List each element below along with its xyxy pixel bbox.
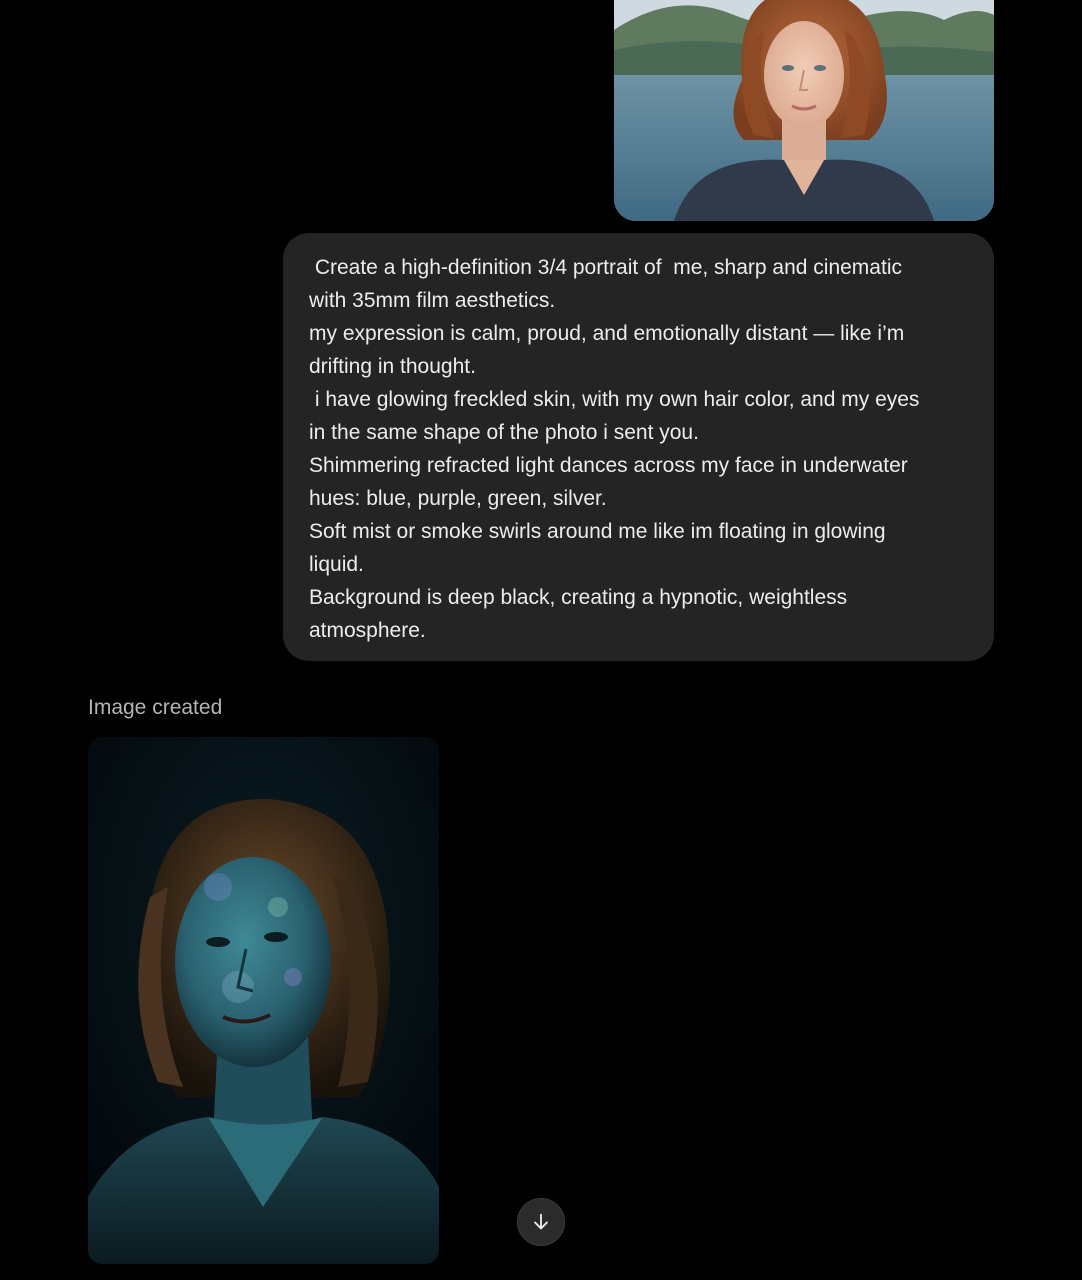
prompt-line: Shimmering refracted light dances across my face in underwater <box>309 454 908 477</box>
prompt-line: hues: blue, purple, green, silver. <box>309 487 607 510</box>
prompt-line: my expression is calm, proud, and emotionally distant — like i’m <box>309 322 905 345</box>
prompt-line: drifting in thought. <box>309 355 476 378</box>
prompt-line: liquid. <box>309 553 364 576</box>
arrow-down-icon <box>530 1211 552 1233</box>
image-created-label: Image created <box>88 696 223 719</box>
user-message-bubble <box>283 233 994 661</box>
prompt-line: i have glowing freckled skin, with my own hair color, and my eyes <box>309 388 920 411</box>
prompt-line: Background is deep black, creating a hypnotic, weightless <box>309 586 848 609</box>
scroll-down-button[interactable] <box>517 1198 565 1246</box>
prompt-line: in the same shape of the photo i sent you. <box>309 421 699 444</box>
generated-portrait-icon <box>88 737 439 1264</box>
prompt-line: Soft mist or smoke swirls around me like im floating in glowing <box>309 520 886 543</box>
portrait-photo-icon <box>614 0 994 221</box>
prompt-line: Create a high-definition 3/4 portrait of me, sharp and cinematic <box>309 256 902 279</box>
generated-image[interactable] <box>88 737 439 1264</box>
user-uploaded-photo[interactable] <box>614 0 994 221</box>
prompt-line: atmosphere. <box>309 619 426 642</box>
prompt-line: with 35mm film aesthetics. <box>309 289 556 312</box>
